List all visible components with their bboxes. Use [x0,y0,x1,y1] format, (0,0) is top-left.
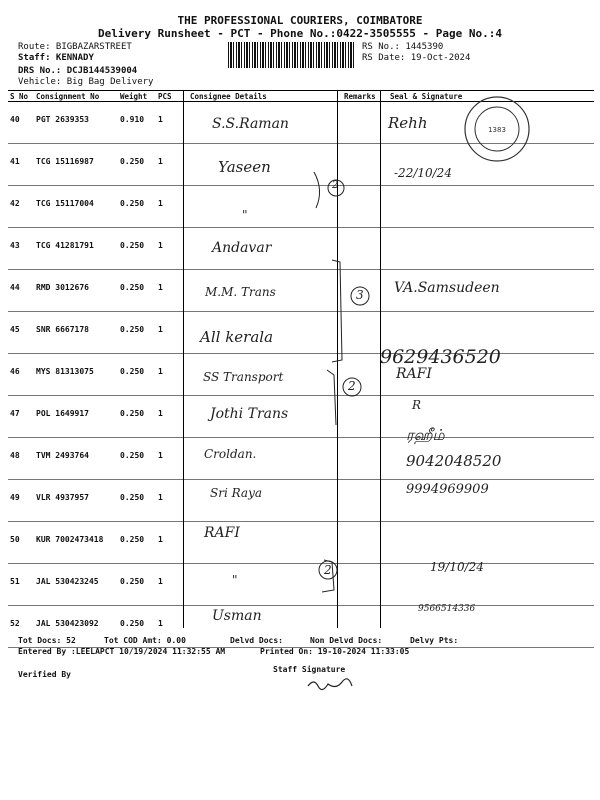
cell-pcs: 1 [156,102,188,144]
cell-sno: 52 [8,606,34,648]
drs-label: DRS No.: DCJB144539004 [18,66,138,76]
cell-weight: 0.250 [118,396,156,438]
signature-phone: 9042048520 [406,452,502,470]
cell-weight: 0.250 [118,270,156,312]
bracket-annotations [184,100,384,640]
staff-label: Staff: KENNADY [18,53,94,63]
cell-weight: 0.250 [118,438,156,480]
cell-sno: 40 [8,102,34,144]
col-pcs: PCS [156,91,188,102]
cell-sno: 51 [8,564,34,606]
col-consignment: Consignment No [34,91,118,102]
cell-sno: 44 [8,270,34,312]
cell-cno: TVM 2493764 [34,438,118,480]
rs-date: RS Date: 19-Oct-2024 [362,53,471,63]
cell-pcs: 1 [156,312,188,354]
cell-weight: 0.250 [118,606,156,648]
signature-cell [388,228,594,270]
cell-sno: 42 [8,186,34,228]
cell-sno: 49 [8,480,34,522]
handwritten-consignee: Jothi Trans [210,406,289,422]
col-consignee: Consignee Details [188,91,342,102]
company-seal-stamp [462,94,532,164]
cell-cno: JAL 530423092 [34,606,118,648]
rs-number: RS No.: 1445390 [362,42,444,52]
signature-phone: 9566514336 [418,604,476,614]
signature-phone: 9994969909 [406,482,489,497]
handwritten-consignee: Croldan. [204,447,257,461]
staff-signature-scribble [306,676,356,692]
handwritten-consignee: RAFI [204,525,240,541]
cell-sno: 43 [8,228,34,270]
handwritten-consignee: S.S.Raman [212,116,289,132]
circled-count: 2 [324,563,332,577]
verified-by: Verified By [18,670,71,679]
company-title: THE PROFESSIONAL COURIERS, COIMBATORE [177,14,423,27]
cell-weight: 0.250 [118,480,156,522]
cell-weight: 0.250 [118,186,156,228]
cell-weight: 0.250 [118,312,156,354]
handwritten-consignee: Usman [212,608,262,624]
runsheet-subtitle: Delivery Runsheet - PCT - Phone No.:0422-3505555 - Page No.:4 [98,27,502,40]
staff-signature-label: Staff Signature [273,665,346,674]
cell-pcs: 1 [156,186,188,228]
col-remarks: Remarks [342,91,388,102]
signature-raman: Rehh [388,114,428,132]
cell-weight: 0.250 [118,522,156,564]
signature-date: 19/10/24 [430,560,484,574]
cell-cno: TCG 15117004 [34,186,118,228]
cell-pcs: 1 [156,270,188,312]
signature-cell [388,522,594,564]
cell-cno: RMD 3012676 [34,270,118,312]
signature-initial: R [412,398,422,412]
handwritten-consignee: Sri Raya [210,486,263,500]
circled-count: 2 [332,180,339,191]
signature-cell [388,564,594,606]
delivered-docs: Delvd Docs: [230,636,283,645]
cell-pcs: 1 [156,438,188,480]
handwritten-consignee: Andavar [212,240,272,256]
cell-sno: 41 [8,144,34,186]
cell-cno: TCG 41281791 [34,228,118,270]
cell-pcs: 1 [156,228,188,270]
signature-cell [388,186,594,228]
cell-cno: PGT 2639353 [34,102,118,144]
cell-cno: VLR 4937957 [34,480,118,522]
cell-cno: JAL 530423245 [34,564,118,606]
cell-pcs: 1 [156,480,188,522]
cell-pcs: 1 [156,564,188,606]
cell-sno: 45 [8,312,34,354]
non-delivered-docs: Non Delvd Docs: [310,636,383,645]
col-weight: Weight [118,91,156,102]
entered-by: Entered By :LEELAPCT 10/19/2024 11:32:55 AM [18,647,226,656]
cell-cno: POL 1649917 [34,396,118,438]
cell-weight: 0.250 [118,228,156,270]
handwritten-consignee: M.M. Trans [205,285,276,299]
cell-sno: 47 [8,396,34,438]
col-sno: S No [8,91,34,102]
cell-pcs: 1 [156,606,188,648]
total-cod: Tot COD Amt: 0.00 [104,636,186,645]
cell-weight: 0.910 [118,102,156,144]
delivery-points: Delvy Pts: [410,636,459,645]
cell-weight: 0.250 [118,564,156,606]
circled-count: 2 [348,379,356,393]
handwritten-consignee: SS Transport [203,370,284,384]
cell-cno: SNR 6667178 [34,312,118,354]
cell-sno: 46 [8,354,34,396]
cell-pcs: 1 [156,144,188,186]
barcode-image [228,42,354,68]
signature-rafi: RAFI [396,366,432,382]
route-label: Route: BIGBAZARSTREET [18,42,132,52]
signature-date: -22/10/24 [394,166,452,180]
svg-text:1383: 1383 [488,126,506,134]
col-seal-signature: Seal & Signature [388,91,594,102]
signature-phone: 9629436520 [380,346,501,368]
handwritten-consignee: All kerala [200,328,274,346]
handwritten-consignee: Yaseen [218,158,271,176]
cell-sno: 48 [8,438,34,480]
cell-pcs: 1 [156,522,188,564]
circled-count: 3 [356,288,364,302]
cell-cno: KUR 7002473418 [34,522,118,564]
signature-tamil: ரஹீம் [406,426,445,444]
cell-pcs: 1 [156,354,188,396]
cell-pcs: 1 [156,396,188,438]
cell-cno: MYS 81313075 [34,354,118,396]
cell-weight: 0.250 [118,354,156,396]
cell-weight: 0.250 [118,144,156,186]
vehicle-label: Vehicle: Big Bag Delivery [18,77,154,87]
signature-samsudeen: VA.Samsudeen [394,280,500,296]
total-docs: Tot Docs: 52 [18,636,76,645]
handwritten-consignee: " [232,573,238,587]
cell-cno: TCG 15116987 [34,144,118,186]
printed-on: Printed On: 19-10-2024 11:33:05 [260,647,410,656]
handwritten-consignee: " [242,208,248,222]
cell-sno: 50 [8,522,34,564]
